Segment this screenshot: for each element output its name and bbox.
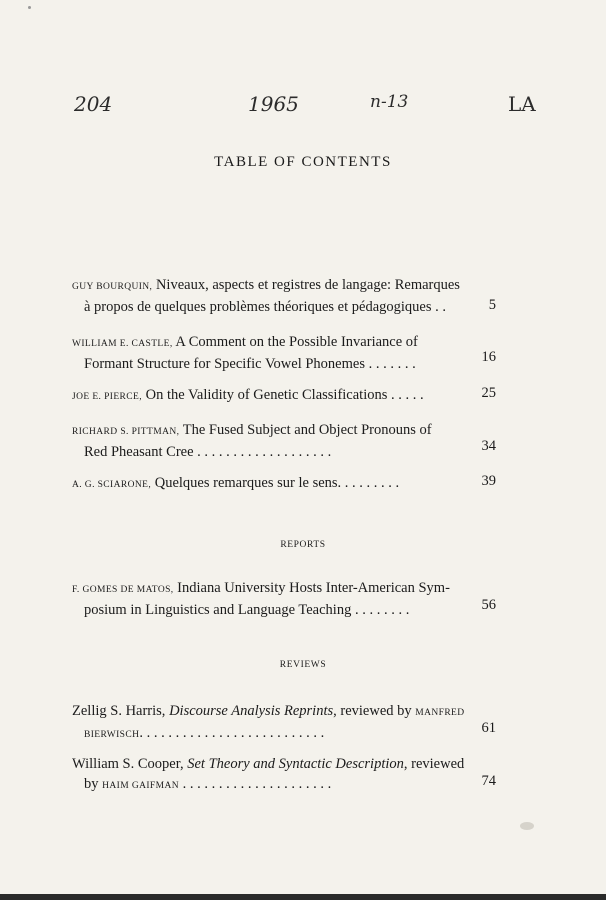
page-number: 74 bbox=[481, 773, 496, 789]
review-entry-harris bbox=[72, 701, 465, 745]
entry-title: Quelques remarques sur le sens. . . . . . . . . bbox=[151, 475, 400, 491]
section-heading-reviews: REVIEWS bbox=[279, 660, 327, 670]
page-number: 25 bbox=[481, 385, 496, 401]
review-author: Zellig S. Harris, bbox=[72, 703, 170, 719]
entry-title: Indiana University Hosts Inter-American Sym- bbox=[173, 580, 450, 596]
paper-stain bbox=[520, 822, 534, 830]
review-connector: , reviewed by bbox=[333, 703, 416, 719]
review-book-title: Discourse Analysis Reprints bbox=[169, 703, 334, 719]
reviewer-name-continued: BIERWISCH bbox=[84, 730, 140, 740]
section-heading-reports: REPORTS bbox=[280, 540, 326, 550]
review-author: William S. Cooper, bbox=[72, 756, 188, 772]
handwritten-note-3: n-13 bbox=[370, 92, 409, 112]
author: JOE E. PIERCE, bbox=[72, 392, 142, 402]
leader-dots: . . . . . . . . . . . . . . . . . . . . . . . . . . bbox=[139, 725, 325, 741]
entry-title: A Comment on the Possible Invariance of bbox=[172, 334, 418, 350]
author: RICHARD S. PITTMAN, bbox=[72, 427, 180, 437]
leader-dots: . . . . . . . . . . . . . . . . . . . . . bbox=[178, 776, 332, 792]
handwritten-note-2: 1965 bbox=[248, 92, 299, 116]
page-number: 39 bbox=[481, 473, 496, 489]
toc-entry-castle bbox=[72, 332, 462, 374]
entry-title: The Fused Subject and Object Pronouns of bbox=[179, 422, 432, 438]
page-number: 61 bbox=[481, 720, 496, 736]
entry-title-continued: à propos de quelques problèmes théoriques et pédagogiques . . bbox=[84, 299, 447, 315]
entry-title: Niveaux, aspects et registres de langage: Remarques bbox=[152, 277, 460, 293]
page-number: 16 bbox=[481, 349, 496, 365]
author: A. G. SCIARONE, bbox=[72, 480, 152, 490]
entry-title-continued: Red Pheasant Cree . . . . . . . . . . . . . . . . . . . bbox=[84, 444, 332, 460]
handwritten-note-1: 204 bbox=[74, 92, 113, 116]
toc-entry-sciarone bbox=[72, 473, 462, 495]
author: GUY BOURQUIN, bbox=[72, 282, 153, 292]
entry-title-continued: Formant Structure for Specific Vowel Phonemes . . . . . . . bbox=[84, 356, 416, 372]
author: WILLIAM E. CASTLE, bbox=[72, 339, 173, 349]
page-number: 34 bbox=[481, 438, 496, 454]
handwritten-note-4: LA bbox=[508, 92, 536, 116]
review-book-title: Set Theory and Syntactic Description bbox=[187, 756, 404, 772]
page-number: 5 bbox=[488, 297, 496, 313]
author: F. GOMES DE MATOS, bbox=[72, 585, 174, 595]
report-entry-gomes-de-matos bbox=[72, 578, 462, 620]
entry-title-continued: posium in Linguistics and Language Teaching . . . . . . . . bbox=[84, 602, 410, 618]
toc-entry-bourquin bbox=[72, 275, 462, 317]
review-by: by bbox=[84, 776, 103, 792]
review-entry-cooper bbox=[72, 754, 465, 796]
scan-edge-shadow bbox=[0, 894, 606, 900]
toc-entry-pittman bbox=[72, 420, 462, 462]
reviewer-name: HAIM GAIFMAN bbox=[102, 781, 179, 791]
page-title: TABLE OF CONTENTS bbox=[214, 154, 392, 170]
page-number: 56 bbox=[481, 597, 496, 613]
toc-entry-pierce bbox=[72, 385, 462, 407]
reviewer-name: MANFRED bbox=[415, 708, 465, 718]
review-connector: , reviewed bbox=[403, 756, 465, 772]
paper-speck bbox=[28, 6, 31, 9]
entry-title: On the Validity of Genetic Classifications . . . . . bbox=[142, 387, 424, 403]
